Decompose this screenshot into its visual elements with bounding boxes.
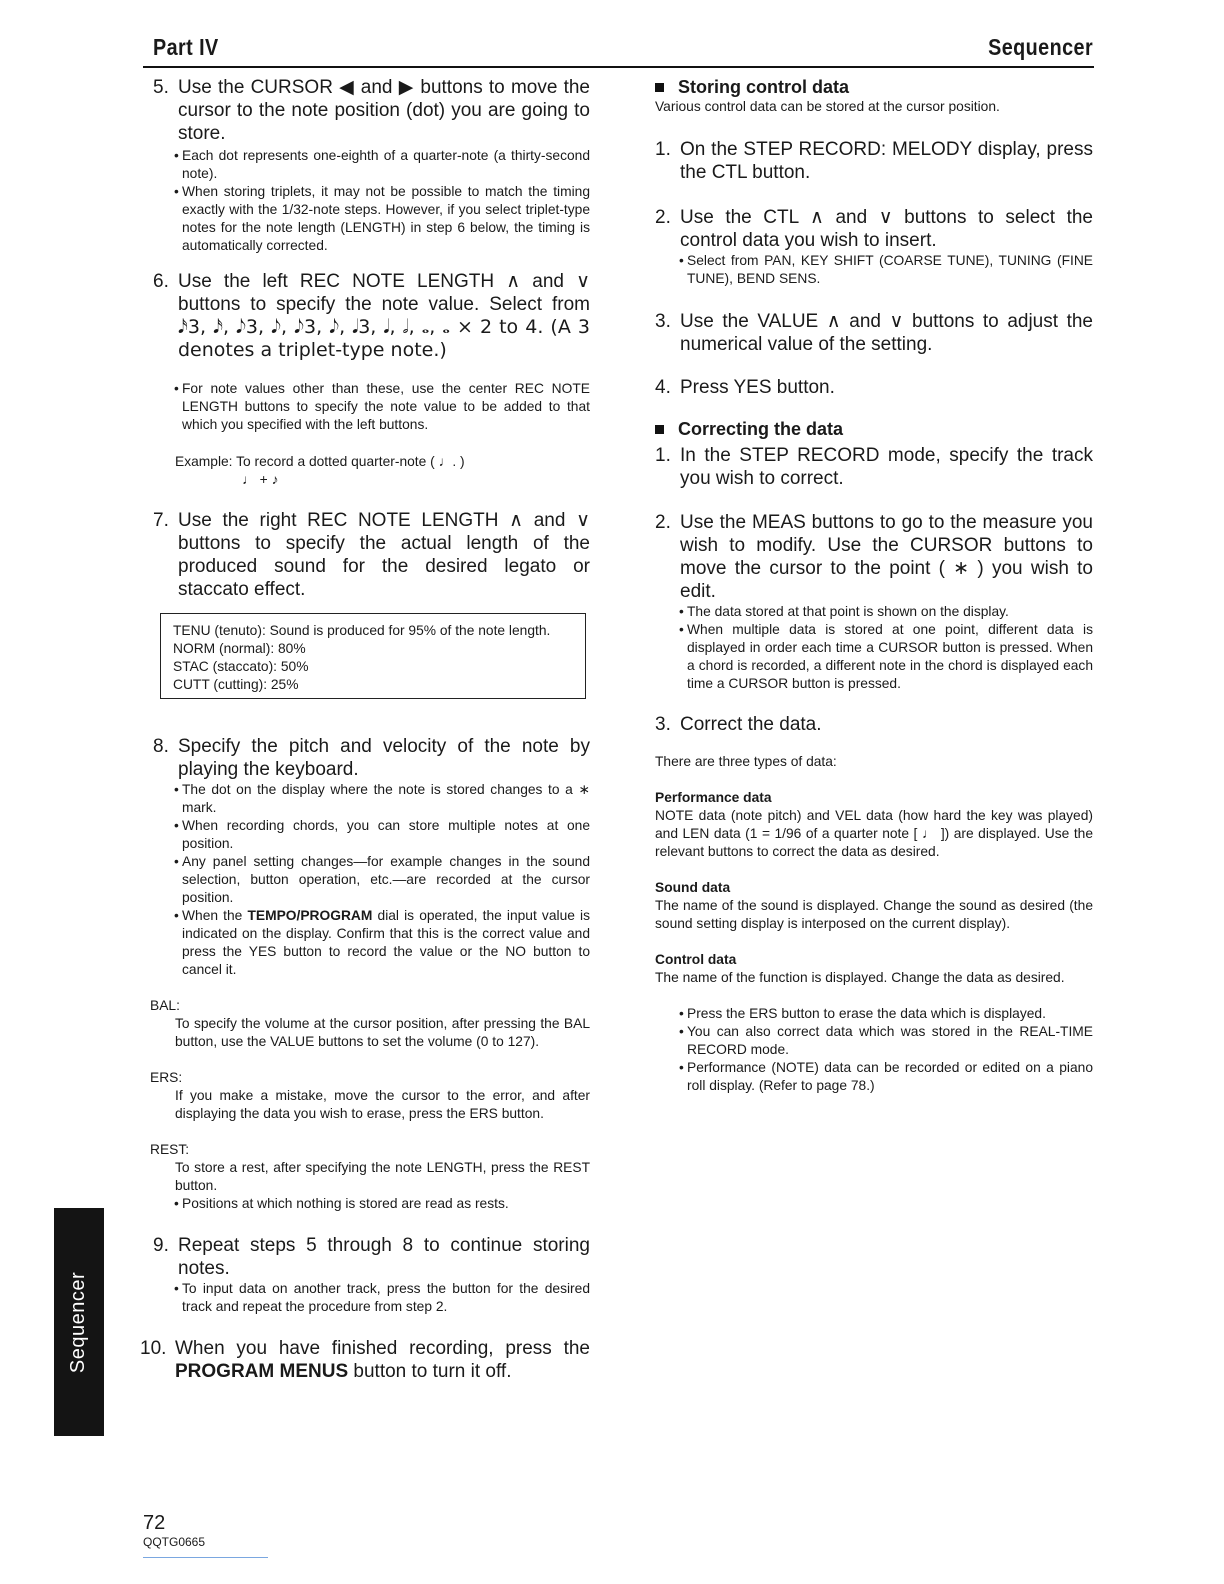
bal-block [150,997,590,1051]
step-text: Use the CTL ∧ and ∨ buttons to select the control data you wish to insert. [680,207,1093,251]
footer-rule [143,1557,268,1558]
step-text: Use the right REC NOTE LENGTH ∧ and ∨ buttons to specify the actual length of the produced sound for the desired legato or staccato effect. [178,510,590,600]
step-number: 2. [655,207,671,228]
note-values-list: 𝅘𝅥𝅯3, 𝅘𝅥𝅯, 𝅘𝅥𝅮3, 𝅘𝅥𝅮, 𝅘𝅥𝅮3, 𝅘𝅥𝅮, 𝅘𝅥3, 𝅘𝅥, 𝅗𝅥, 𝅝, 𝅝 × 2 to 4. (A 3 denotes a triplet-type note.) [178,316,590,361]
bullet-text: To input data on another track, press the button for the desired track and repeat the procedure from step 2. [182,1281,590,1314]
data-types-intro: There are three types of data: [655,754,837,769]
bullet-text: When recording chords, you can store multiple notes at one position. [182,818,590,851]
left-column [140,76,590,1383]
sound-data-text: The name of the sound is displayed. Change the sound as desired (the sound setting display is interposed on the current display). [655,898,1093,931]
rest-text: To store a rest, after specifying the note LENGTH, press the REST button. [175,1160,590,1193]
step-number: 8. [153,736,169,757]
bullet-text: Positions at which nothing is stored are read as rests. [182,1196,509,1211]
square-bullet-icon [655,83,664,92]
control-data-heading: Control data [655,952,737,967]
bullet-text: For note values other than these, use the center REC NOTE LENGTH buttons to specify the note value to be added to that which you specified with the left buttons. [182,381,590,432]
bullet-text: The data stored at that point is shown on the display. [687,604,1009,619]
stac-line: STAC (staccato): 50% [173,659,309,674]
side-section-tab [54,1208,104,1436]
right-column [655,76,1093,1095]
bullet-text: When storing triplets, it may not be possible to match the timing exactly with the 1/32-note steps. However, if you select triplet-type notes for the note length (LENGTH) in step 6 below, the timing is automatically corrected. [182,184,590,253]
ers-text: If you make a mistake, move the cursor to the error, and after displaying the data you wish to erase, press the ERS button. [175,1088,590,1121]
step-number: 5. [153,77,169,98]
step-number: 6. [153,271,169,292]
step-text: In the STEP RECORD mode, specify the track you wish to correct. [680,445,1093,489]
step-number: 9. [153,1235,169,1256]
norm-line: NORM (normal): 80% [173,641,306,656]
sound-data-heading: Sound data [655,880,731,895]
example-text: Example: To record a dotted quarter-note ( ♩. ) [175,454,465,469]
ers-label: ERS: [150,1070,183,1085]
rest-block: REST: To store a rest, after specifying the note LENGTH, press the REST button. • Positions at which nothing is stored are read as rests. [150,1142,590,1211]
example-formula: ♩ + ♪ [242,472,279,487]
page-number: 72 [143,1512,166,1534]
bullet-text: Performance (NOTE) data can be recorded or edited on a piano roll display. (Refer to page 78.) [687,1060,1093,1093]
bullet-text: The dot on the display where the note is stored changes to a ∗ mark. [182,782,590,815]
square-bullet-icon [655,425,664,434]
step-text: Specify the pitch and velocity of the note by playing the keyboard. [178,736,590,780]
step-text: On the STEP RECORD: MELODY display, press the CTL button. [680,139,1093,183]
step-text: Press YES button. [680,377,835,398]
performance-data-text: NOTE data (note pitch) and VEL data (how hard the key was played) and LEN data (1 = 1/96 of a quarter note [ ♩ ]) are displayed. Use the relevant buttons to correct the data as desired. [655,808,1093,859]
step-number: 4. [655,377,671,398]
step-10 [140,1337,590,1383]
bullet-text: Any panel setting changes—for example changes in the sound selection, button operation, etc.—are recorded at the cursor position. [182,854,590,905]
section-title: Storing control data [678,77,849,97]
storing-control-data-section: Storing control data Various control data can be stored at the cursor position. 1. On the STEP RECORD: MELODY display, press the CTL button. 2. Use the CTL ∧ and ∨ buttons to select the control data you wish to insert. • Select from PAN, KEY SHIFT (COARSE TUNE), TUNING (FINE TUNE), BEND SENS. 3. Use the VALUE ∧ and ∨ buttons to adjust the numerical value of the setting. 4. Press YES button. [655,77,1093,398]
step-text: Use the VALUE ∧ and ∨ buttons to adjust the numerical value of the setting. [680,311,1093,355]
step-number: 7. [153,510,169,531]
bullet-text: dial is operated, the input value is indicated on the display. Confirm that this is the correct value and press the YES button to record the value or the NO button to cancel it. [182,908,590,977]
articulation-box [160,613,586,699]
step-number: 3. [655,311,671,332]
step-9: 9. Repeat steps 5 through 8 to continue storing notes. • To input data on another track, press the button for the desired track and repeat the procedure from step 2. [153,1235,590,1314]
bullet-text: Each dot represents one-eighth of a quarter-note (a thirty-second note). [182,148,590,181]
step-text: Correct the data. [680,714,822,735]
step-number: 1. [655,139,671,160]
section-desc: Various control data can be stored at the cursor position. [655,99,1000,114]
step-number: 2. [655,512,671,533]
step-7 [150,509,590,601]
step-number: 3. [655,714,671,735]
step-text: Use the left REC NOTE LENGTH ∧ and ∨ buttons to specify the note value. Select from [178,271,590,315]
bullet-text: When the [182,908,248,923]
correcting-data-section: Correcting the data 1. In the STEP RECORD mode, specify the track you wish to correct. 2. Use the MEAS buttons to go to the measure you wish to modify. Use the CURSOR buttons to move the cursor to the point ( ∗ ) you wish to edit. • The data stored at that point is shown on the display. • When multiple data is stored at one point, different data is displayed in order each time a CURSOR button is pressed. When a chord is recorded, a different note in the chord is displayed each time a CURSOR button is pressed. 3. Correct the data. There are three types of data: Performance data NOTE data (note pitch) and VEL data (how hard the key was played) and LEN data (1 = 1/96 of a quarter note [ ♩ ]) are displayed. Use the relevant buttons to correct the data as desired. Sound data The name of the sound is displayed. Change the sound as desired (the sound setting display is interposed on the current display). Control data The name of the function is displayed. Change the data as desired. • Press the ERS button to erase the data which is displayed. • You can also correct data which was stored in the REAL-TIME RECORD mode. • Performance (NOTE) data can be recorded or edited on a piano roll display. (Refer to page 78.) [655,419,1093,1093]
step-text: Repeat steps 5 through 8 to continue storing notes. [178,1235,590,1279]
section-title: Correcting the data [678,419,844,439]
tenu-line: TENU (tenuto): Sound is produced for 95% of the note length. [173,623,551,638]
rest-label: REST: [150,1142,190,1157]
program-menus-label: PROGRAM MENUS [175,1361,349,1382]
header-section-label: Sequencer [987,34,1093,60]
document-code: QQTG0665 [143,1535,206,1549]
step-number: 1. [655,445,671,466]
bullet-text: Press the ERS button to erase the data which is displayed. [687,1006,1046,1021]
step-text: Use the MEAS buttons to go to the measure you wish to modify. Use the CURSOR buttons to move the cursor to the point ( ∗ ) you wish to edit. [680,512,1093,602]
step-8: 8. Specify the pitch and velocity of the note by playing the keyboard. • The dot on the display where the note is stored changes to a ∗ mark. • When recording chords, you can store multiple notes at one position. • Any panel setting changes—for example changes in the sound selection, button operation, etc.—are recorded at the cursor position. • When the TEMPO/PROGRAM dial is operated, the input value is indicated on the display. Confirm that this is the correct value and press the YES button to record the value or the NO button to cancel it. [153,736,590,977]
step-text: button to turn it off. [348,1361,512,1382]
bullet-text: Select from PAN, KEY SHIFT (COARSE TUNE), TUNING (FINE TUNE), BEND SENS. [687,253,1093,286]
header-part-label: Part IV [153,34,219,60]
bal-label: BAL: [150,998,180,1013]
step-6: 6. Use the left REC NOTE LENGTH ∧ and ∨ buttons to specify the note value. Select from 𝅘𝅥𝅯3, 𝅘𝅥𝅯, 𝅘𝅥𝅮3, 𝅘𝅥𝅮, 𝅘𝅥𝅮3, 𝅘𝅥𝅮, 𝅘𝅥3, 𝅘𝅥, 𝅗𝅥, 𝅝, 𝅝 × 2 to 4. (A 3 denotes a triplet-type note.) • For note values other than these, use the center REC NOTE LENGTH buttons to specify the note value to be added to that which you specified with the left buttons. Example: To record a dotted quarter-note ( ♩. ) ♩ + ♪ [153,271,590,487]
bullet-text: You can also correct data which was stored in the REAL-TIME RECORD mode. [687,1024,1093,1057]
control-data-text: The name of the function is displayed. Change the data as desired. [655,970,1065,985]
bullet-text: When multiple data is stored at one point, different data is displayed in order each time a CURSOR button is pressed. When a chord is recorded, a different note in the chord is displayed each time a CURSOR button is pressed. [687,622,1093,691]
step-text: When you have finished recording, press the [175,1338,590,1359]
cutt-line: CUTT (cutting): 25% [173,677,299,692]
header-rule [143,66,1094,68]
step-text: Use the CURSOR ◀ and ▶ buttons to move the cursor to the note position (dot) you are going to store. [178,77,590,144]
step-number: 10. [140,1338,167,1359]
tempo-program-label: TEMPO/PROGRAM [247,908,373,923]
side-tab-label: Sequencer [67,1271,90,1373]
performance-data-heading: Performance data [655,790,772,805]
bal-text: To specify the volume at the cursor position, after pressing the BAL button, use the VALUE buttons to set the volume (0 to 127). [175,1016,590,1049]
step-5: 5. Use the CURSOR ◀ and ▶ buttons to move the cursor to the note position (dot) you are going to store. • Each dot represents one-eighth of a quarter-note (a thirty-second note). • When storing triplets, it may not be possible to match the timing exactly with the 1/32-note steps. However, if you select triplet-type notes for the note length (LENGTH) in step 6 below, the timing is automatically corrected. [153,77,590,253]
ers-block [150,1069,590,1123]
